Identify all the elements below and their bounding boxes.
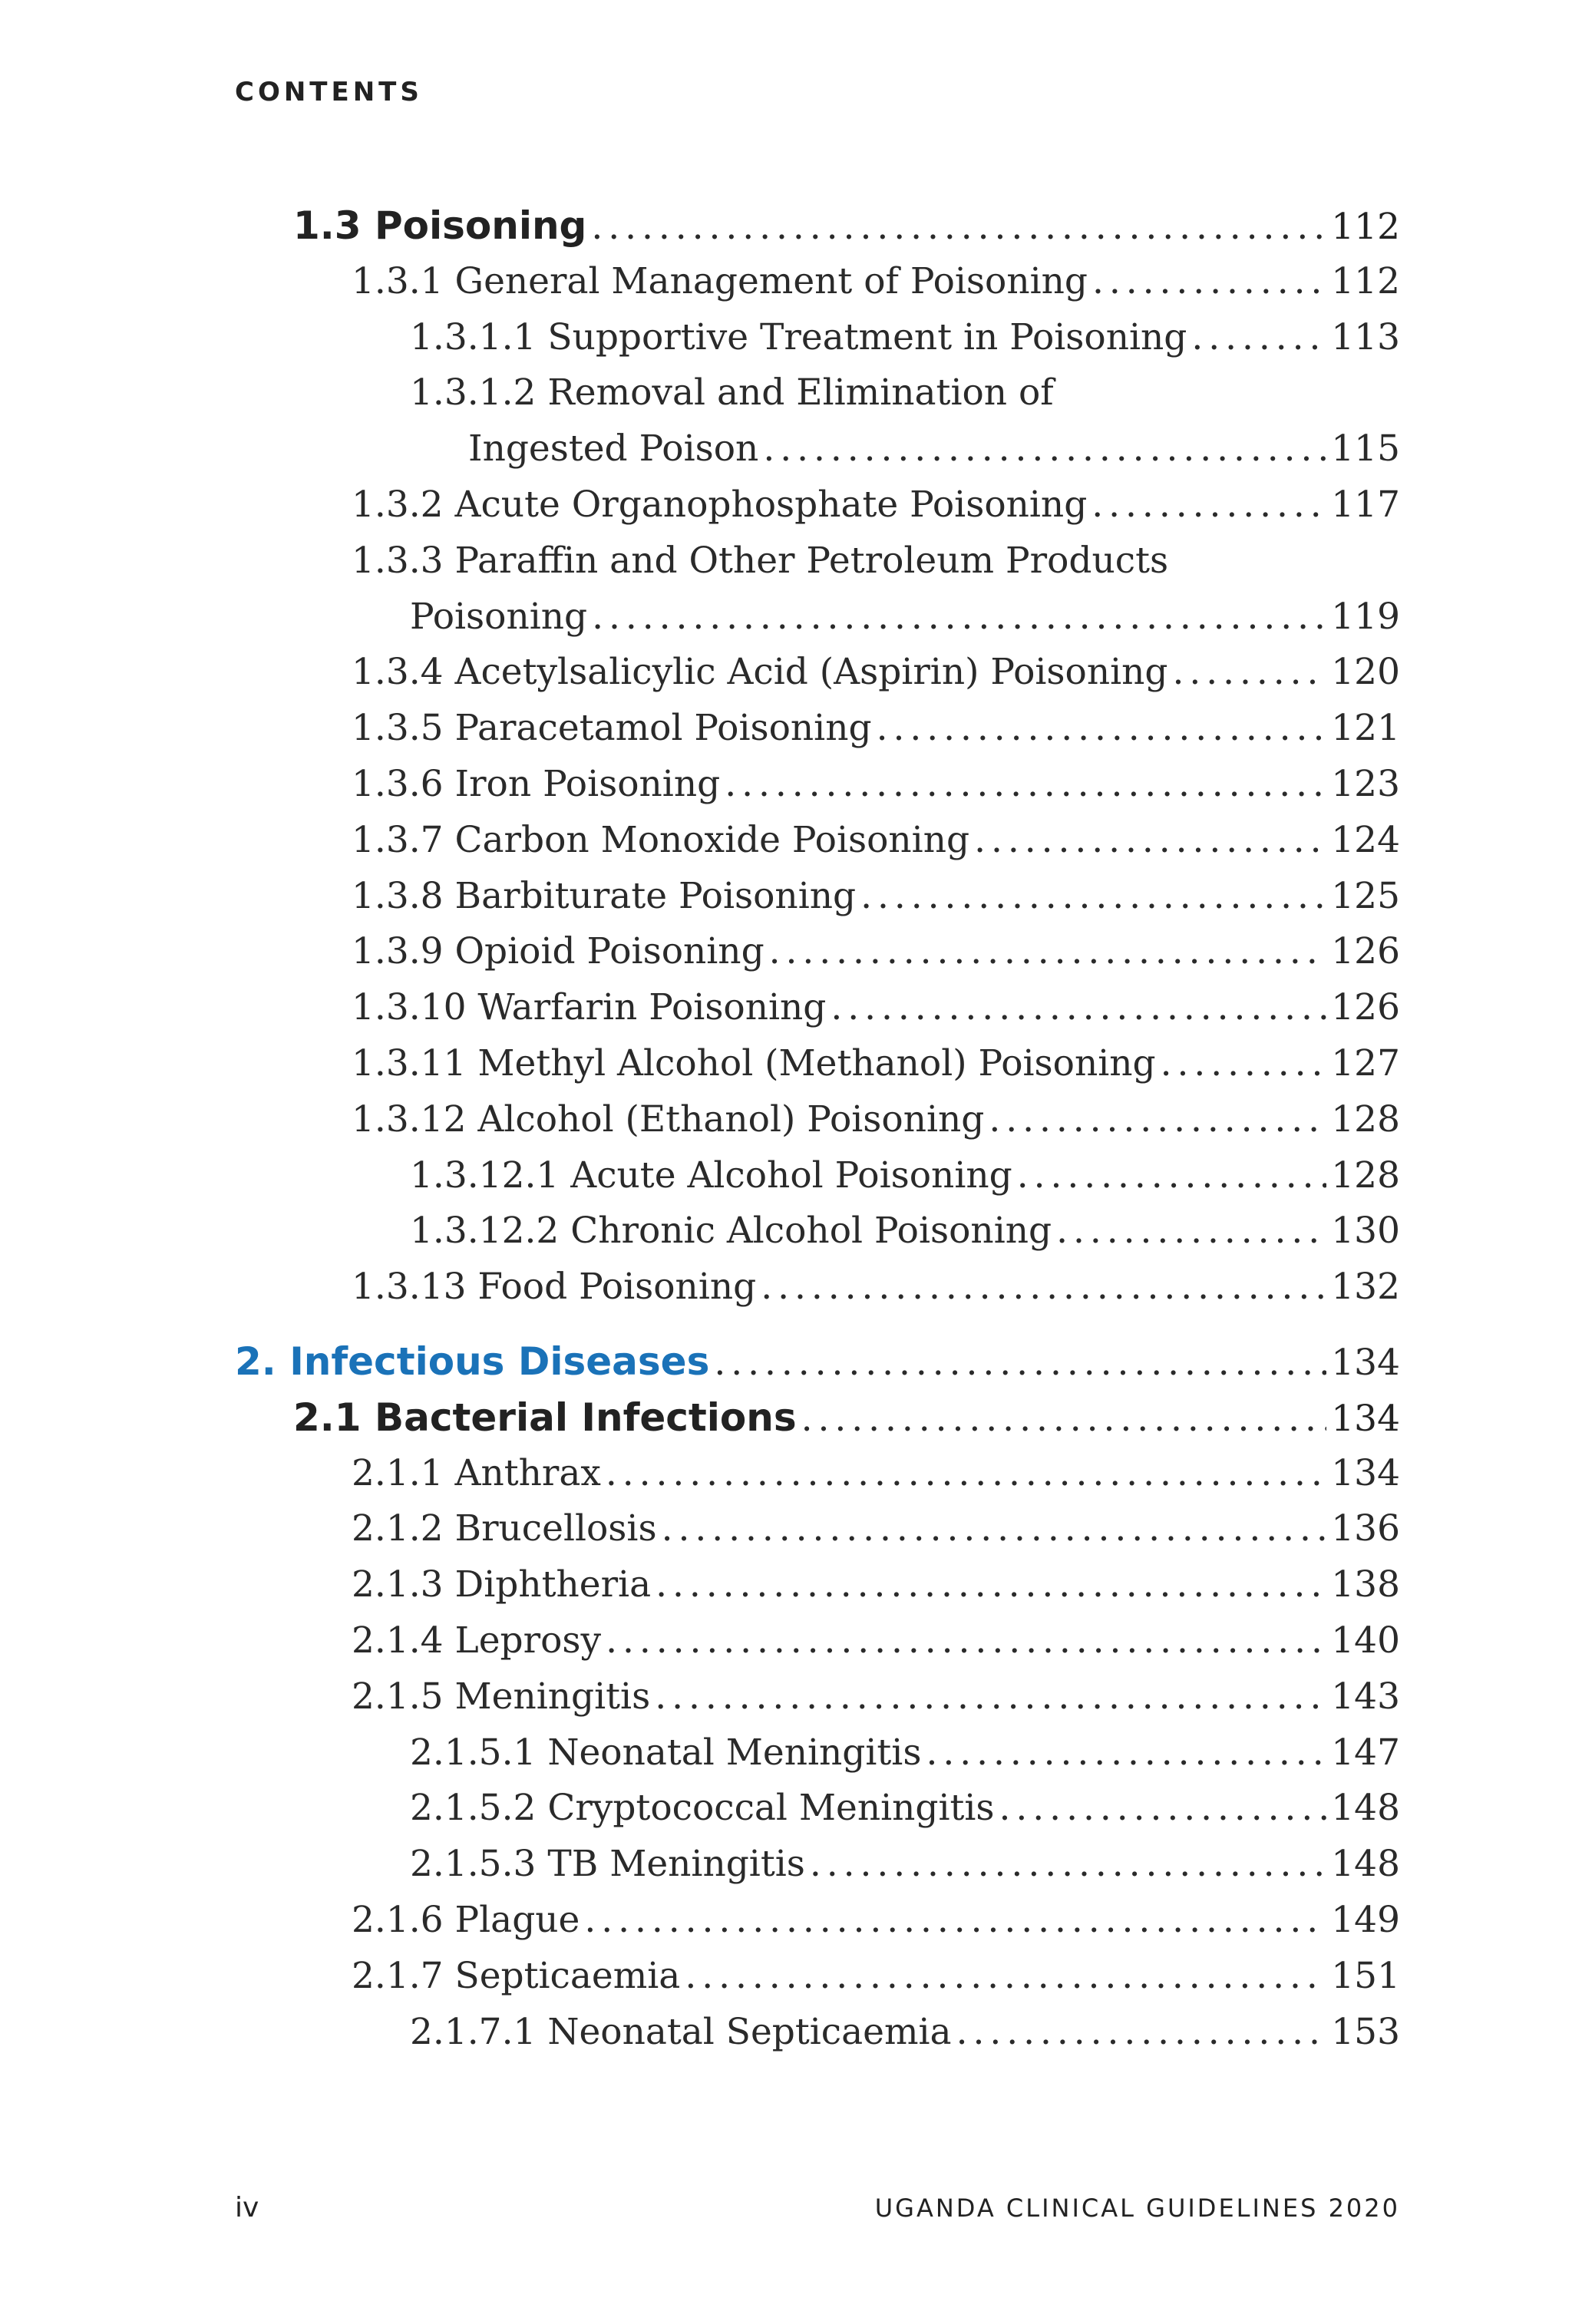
dot-leader [662,1501,1327,1556]
toc-entry-page: 126 [1331,986,1400,1029]
toc-entry[interactable] [352,1092,1400,1147]
dot-leader [926,1725,1326,1781]
toc-entry-label: 2.1.2 Brucellosis [352,1507,657,1550]
toc-entry[interactable] [352,1893,1400,1948]
toc-entry[interactable] [410,2005,1400,2060]
toc-entry-page: 149 [1331,1899,1400,1941]
toc-entry[interactable] [352,533,1168,589]
toc-entry[interactable] [352,980,1400,1035]
toc-entry-page: 119 [1331,595,1400,638]
toc-entry[interactable] [352,477,1400,533]
toc-entry-page: 117 [1331,484,1400,526]
toc-entry[interactable] [410,365,1054,421]
toc-entry-label: 2.1.4 Leprosy [352,1619,602,1662]
toc-entry[interactable] [410,1203,1400,1259]
toc-entry-page: 132 [1331,1266,1400,1309]
dot-leader [999,1781,1327,1836]
toc-entry-label: 1.3.10 Warfarin Poisoning [352,986,827,1029]
dot-leader [801,1391,1327,1447]
toc-entry-label: 1.3.3 Paraffin and Other Petroleum Products [352,539,1169,582]
toc-entry[interactable] [410,1837,1400,1892]
toc-entry-label: 1.3.12.1 Acute Alcohol Poisoning [410,1154,1012,1197]
dot-leader [584,1893,1326,1948]
toc-entry[interactable] [352,924,1400,979]
toc-entry[interactable] [410,1148,1400,1203]
dot-leader [763,421,1326,477]
dot-leader [1173,645,1327,700]
toc-entry-label: 1.3.12.2 Chronic Alcohol Poisoning [410,1210,1052,1253]
toc-entry[interactable] [352,254,1400,309]
toc-entry-page: 128 [1331,1154,1400,1197]
toc-entry-label: 2.1.6 Plague [352,1899,580,1941]
toc-entry-label: 1.3 Poisoning [293,203,587,248]
toc-entry-page: 148 [1331,1787,1400,1830]
toc-entry-page: 151 [1331,1954,1400,1997]
dot-leader [606,1446,1326,1501]
toc-entry-label: Poisoning [410,595,588,638]
dot-leader [592,589,1326,645]
toc-entry-page: 112 [1331,259,1400,302]
toc-entry-label: 1.3.4 Acetylsalicylic Acid (Aspirin) Poisoning [352,651,1168,694]
toc-entry-label: 1.3.7 Carbon Monoxide Poisoning [352,818,970,861]
toc-entry-label: 1.3.8 Barbiturate Poisoning [352,874,857,917]
toc-entry-label: 1.3.5 Paracetamol Poisoning [352,707,872,750]
toc-entry-page: 147 [1331,1731,1400,1774]
toc-entry-label: 1.3.12 Alcohol (Ethanol) Poisoning [352,1098,985,1141]
dot-leader [1017,1148,1327,1203]
dot-leader [974,813,1326,868]
toc-entry[interactable] [410,1725,1400,1781]
dot-leader [606,1613,1326,1669]
toc-entry-label: 1.3.1.2 Removal and Elimination of [410,371,1054,414]
toc-entry-label: 2.1.1 Anthrax [352,1451,601,1494]
toc-entry[interactable] [352,1446,1400,1501]
toc-entry-page: 121 [1331,707,1400,750]
toc-entry-label: 1.3.11 Methyl Alcohol (Methanol) Poisoning [352,1042,1156,1084]
toc-entry-page: 140 [1331,1619,1400,1662]
toc-entry-label: 2.1.5.1 Neonatal Meningitis [410,1731,922,1774]
dot-leader [956,2005,1327,2060]
toc-entry-page: 134 [1331,1451,1400,1494]
toc-entry-label: 2.1.5.3 TB Meningitis [410,1843,805,1886]
toc-entry-label: 1.3.9 Opioid Poisoning [352,930,765,973]
toc-entry-label: 1.3.1 General Management of Poisoning [352,259,1088,302]
toc-entry[interactable] [352,1557,1400,1613]
dot-leader [655,1669,1326,1725]
toc-entry-page: 112 [1331,206,1400,248]
dot-leader [1191,310,1326,365]
dot-leader [656,1557,1326,1613]
toc-chapter-entry[interactable] [235,1334,1400,1389]
toc-entry-page: 123 [1331,763,1400,805]
toc-entry[interactable] [293,198,1400,253]
dot-leader [591,200,1326,255]
toc-entry-page: 134 [1331,1342,1400,1384]
dot-leader [989,1092,1326,1147]
toc-entry-label: 1.3.13 Food Poisoning [352,1266,757,1309]
toc-entry-page: 136 [1331,1507,1400,1550]
toc-entry-label: 1.3.2 Acute Organophosphate Poisoning [352,484,1088,526]
toc-entry[interactable] [468,421,1400,477]
toc-entry-label: 2.1.5.2 Cryptococcal Meningitis [410,1787,995,1830]
toc-entry-label: 2.1.7 Septicaemia [352,1954,681,1997]
dot-leader [1056,1203,1326,1259]
toc-entry-label: 1.3.1.1 Supportive Treatment in Poisoning [410,315,1187,358]
dot-leader [725,757,1326,812]
toc-entry[interactable] [410,1781,1400,1836]
toc-entry-label: Ingested Poison [468,427,759,470]
toc-entry-page: 126 [1331,930,1400,973]
toc-entry-page: 143 [1331,1675,1400,1718]
toc-entry[interactable] [352,1949,1400,2004]
toc-entry-page: 124 [1331,818,1400,861]
toc-entry-page: 134 [1331,1397,1400,1440]
dot-leader [761,1259,1326,1315]
toc-entry-page: 130 [1331,1210,1400,1253]
dot-leader [810,1837,1326,1892]
toc-entry-page: 138 [1331,1563,1400,1606]
toc-entry-page: 113 [1331,315,1400,358]
toc-entry-label: 2. Infectious Diseases [235,1339,710,1384]
toc-entry[interactable] [352,869,1400,924]
toc-entry-page: 120 [1331,651,1400,694]
toc-entry[interactable] [352,1036,1400,1091]
page-header: CONTENTS [235,77,423,107]
toc-entry[interactable] [352,1613,1400,1669]
toc-entry-label: 1.3.6 Iron Poisoning [352,763,721,805]
dot-leader [1161,1036,1327,1091]
toc-entry[interactable] [293,1390,1400,1445]
toc-entry[interactable] [352,645,1400,700]
toc-entry[interactable] [352,757,1400,812]
toc-entry-page: 127 [1331,1042,1400,1084]
dot-leader [877,701,1327,756]
toc-entry-label: 2.1.5 Meningitis [352,1675,651,1718]
toc-entry[interactable] [352,1259,1400,1315]
running-footer-title: UGANDA CLINICAL GUIDELINES 2020 [874,2194,1400,2223]
toc-entry[interactable] [352,813,1400,868]
dot-leader [685,1949,1326,2004]
toc-entry-page: 115 [1331,427,1400,470]
toc-entry[interactable] [352,1669,1400,1725]
dot-leader [714,1335,1326,1391]
dot-leader [831,980,1326,1035]
toc-entry-label: 2.1.3 Diphtheria [352,1563,652,1606]
toc-entry-page: 153 [1331,2010,1400,2053]
dot-leader [1092,254,1326,309]
toc-entry-label: 2.1.7.1 Neonatal Septicaemia [410,2010,952,2053]
dot-leader [769,924,1327,979]
toc-entry-label: 2.1 Bacterial Infections [293,1395,797,1440]
toc-entry-page: 148 [1331,1843,1400,1886]
toc-entry-page: 128 [1331,1098,1400,1141]
page-number: iv [235,2192,259,2223]
dot-leader [860,869,1326,924]
toc-entry[interactable] [410,589,1400,645]
toc-entry[interactable] [352,1501,1400,1556]
toc-entry[interactable] [352,701,1400,756]
toc-entry-page: 125 [1331,874,1400,917]
toc-entry[interactable] [410,310,1400,365]
dot-leader [1091,477,1326,533]
